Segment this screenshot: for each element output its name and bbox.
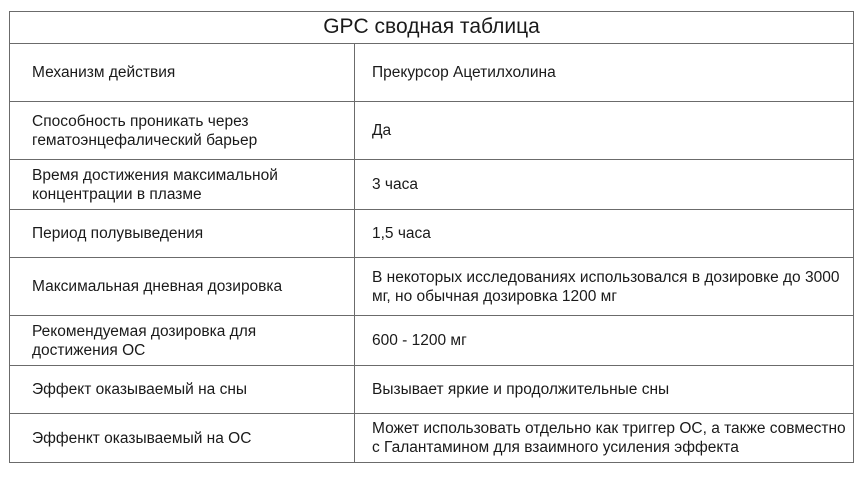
row-label-text: Рекомендуемая дозировка для достижения ОС <box>32 322 257 359</box>
row-value-text: Прекурсор Ацетилхолина <box>372 64 556 81</box>
table-row <box>10 366 853 414</box>
table-title: GPC сводная таблица <box>10 12 853 44</box>
table-row <box>10 102 853 160</box>
row-label <box>10 316 355 365</box>
row-label-text: Максимальная дневная дозировка <box>32 278 283 295</box>
table-row <box>10 316 853 366</box>
table-row <box>10 258 853 316</box>
table-row <box>10 160 853 210</box>
row-label <box>10 414 355 462</box>
row-label <box>10 160 355 209</box>
row-value <box>355 258 855 315</box>
row-label-text: Время достижения максимальной концентрации в плазме <box>32 166 278 203</box>
row-value-text: 3 часа <box>372 176 418 193</box>
row-value <box>355 210 855 257</box>
row-label-text: Эффенкт оказываемый на ОС <box>32 429 252 447</box>
row-value <box>355 316 855 365</box>
row-label-text: Способность проникать через гематоэнцефалический барьер <box>32 112 258 149</box>
row-label <box>10 258 355 315</box>
row-value-text: Вызывает яркие и продолжительные сны <box>372 381 670 398</box>
row-value-text: 600 - 1200 мг <box>372 332 467 349</box>
table-row <box>10 210 853 258</box>
row-label-text: Механизм действия <box>32 64 176 81</box>
row-label <box>10 44 355 101</box>
row-label-text: Эффект оказываемый на сны <box>32 381 248 398</box>
row-label <box>10 366 355 413</box>
table-row <box>10 44 853 102</box>
row-value-text: 1,5 часа <box>372 225 431 242</box>
row-label-text: Период полувыведения <box>32 225 204 242</box>
summary-table <box>9 11 854 463</box>
table-row <box>10 414 853 462</box>
row-value <box>355 102 855 159</box>
row-value <box>355 414 855 462</box>
row-value <box>355 44 855 101</box>
row-label <box>10 210 355 257</box>
row-value-text: Да <box>372 122 392 139</box>
row-value-text: В некоторых исследованиях использовался в дозировке до 3000 мг, но обычная дозировка 1200 мг <box>372 268 840 305</box>
row-value <box>355 366 855 413</box>
row-value-text: Может использовать отдельно как триггер ОС, а также совместно с Галантамином для взаимного усиления эффекта <box>372 420 846 456</box>
row-label <box>10 102 355 159</box>
row-value <box>355 160 855 209</box>
